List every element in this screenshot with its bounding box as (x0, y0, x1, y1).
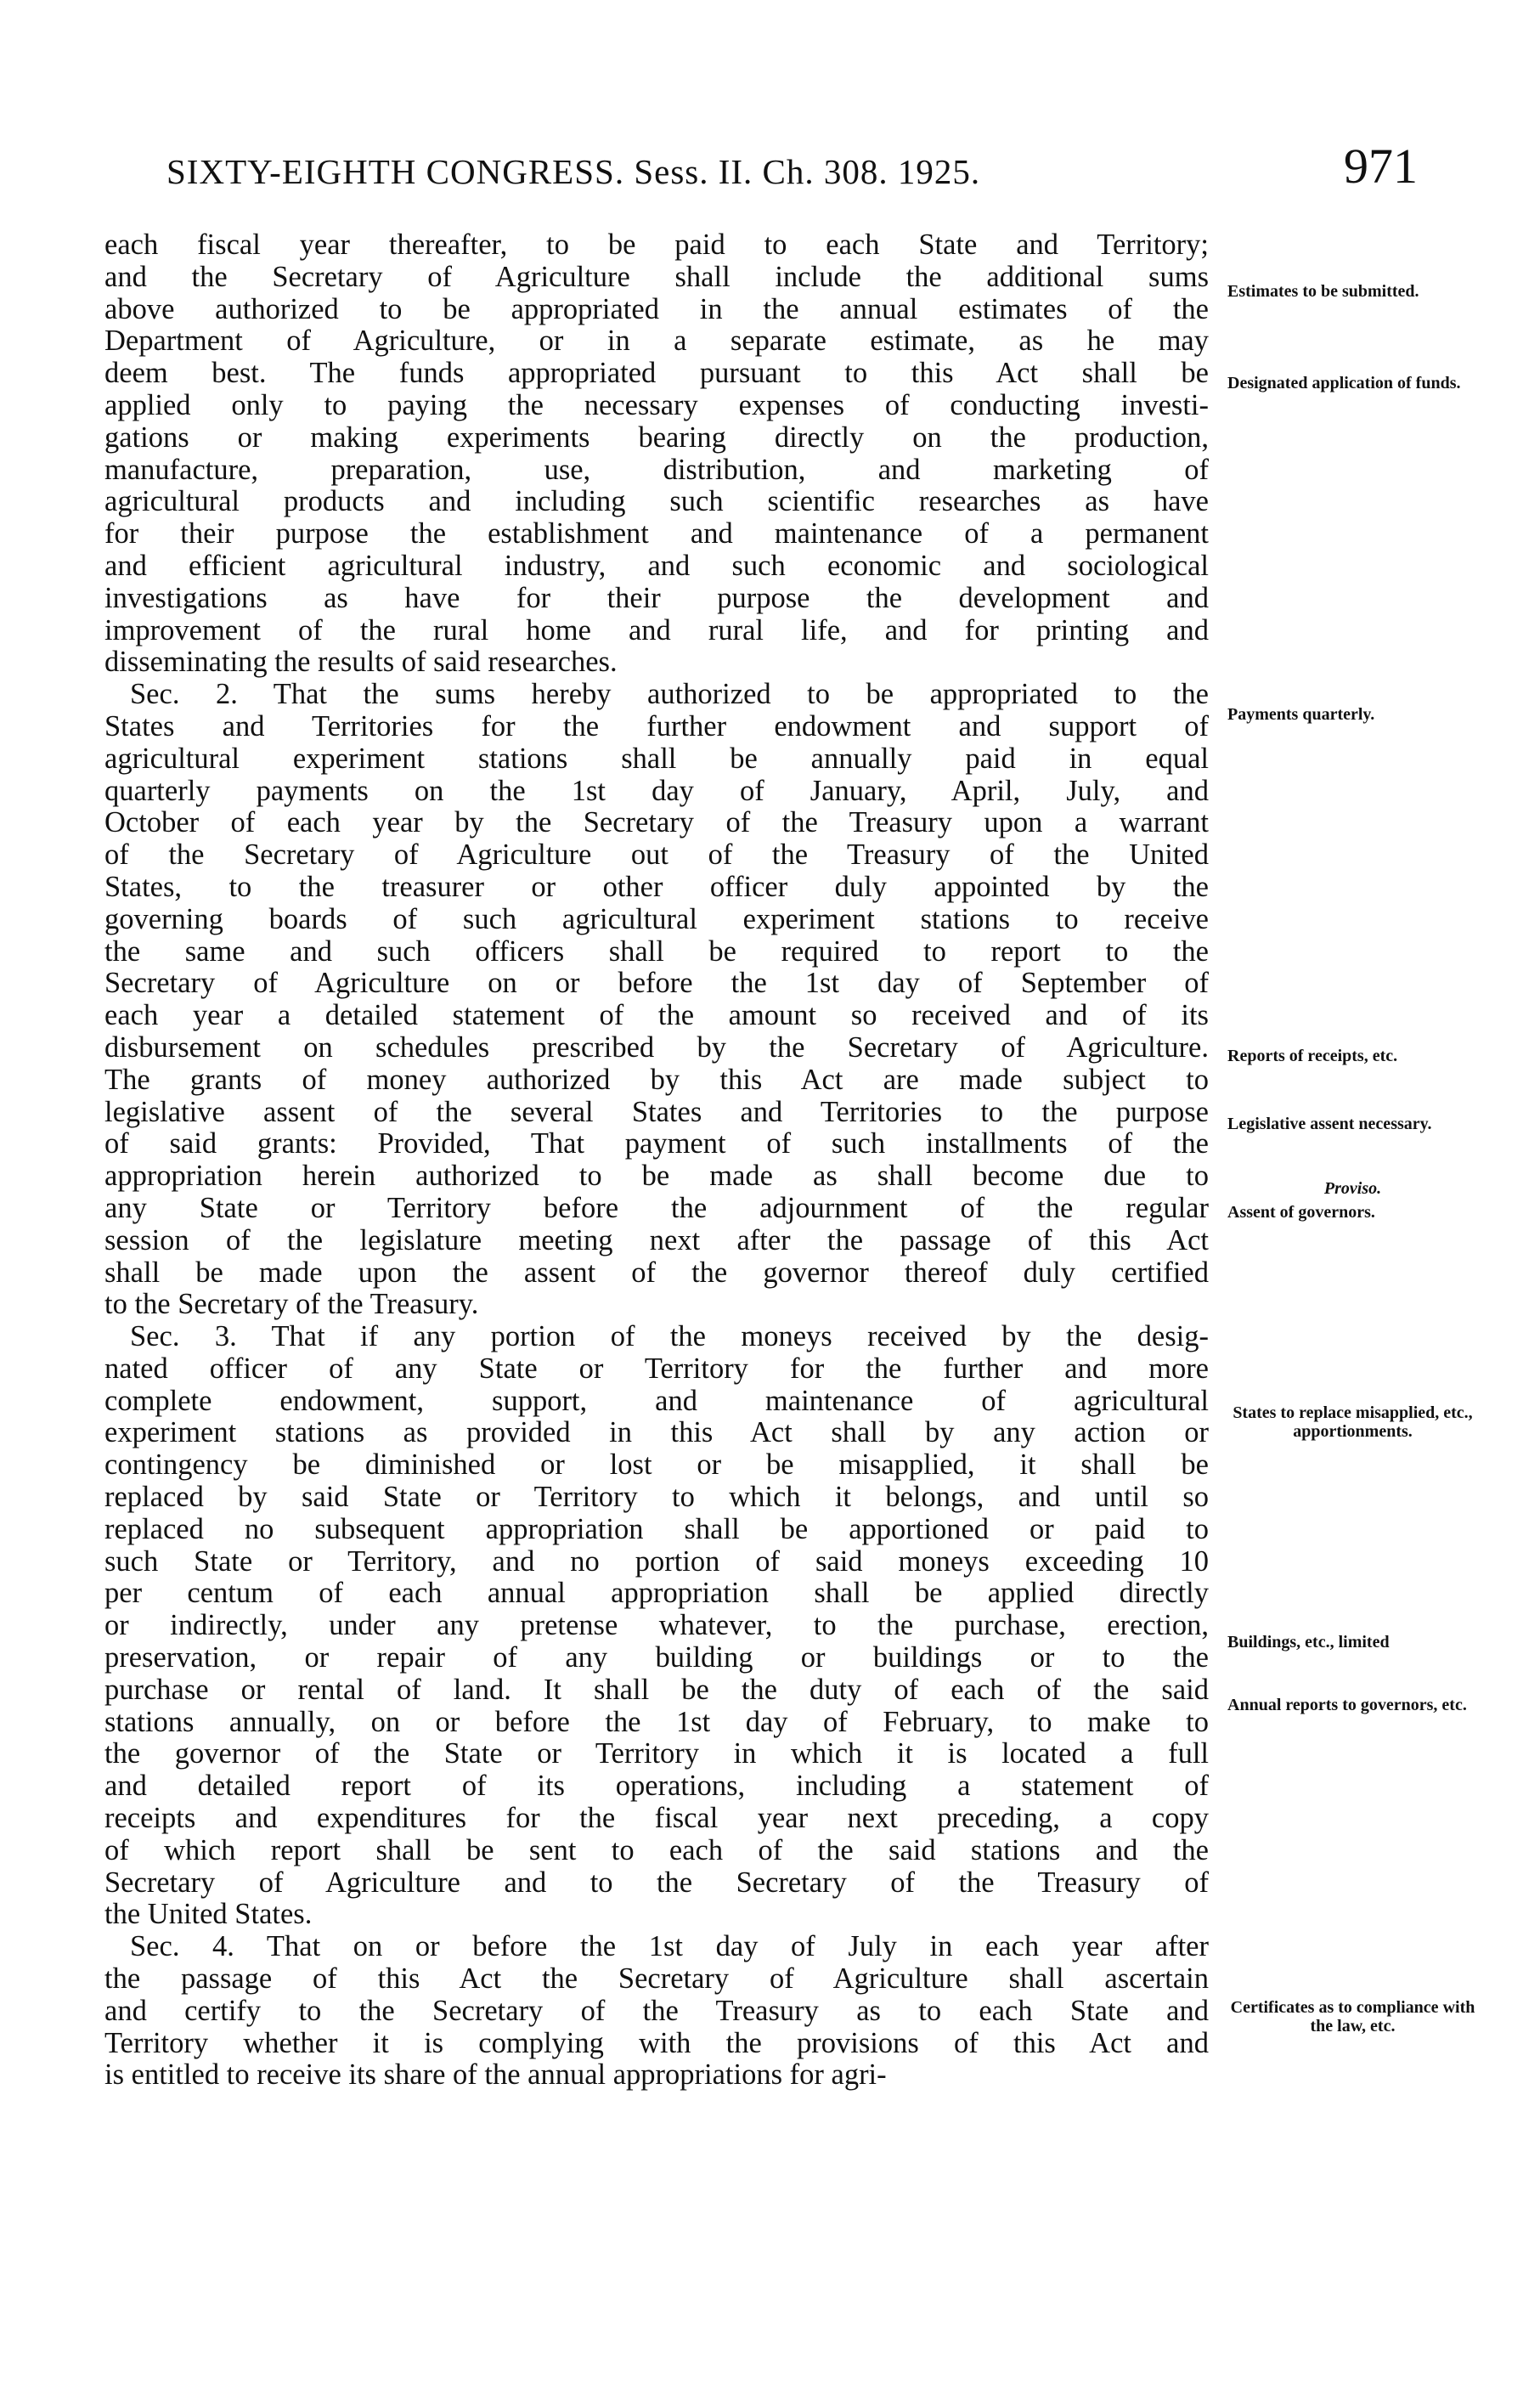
text-line: the governor of the State or Territory in which it is located a full (104, 1737, 1209, 1770)
text-line: each fiscal year thereafter, to be paid to each State and Territory; (104, 229, 1209, 261)
margin-note: Estimates to be submitted. (1227, 282, 1419, 301)
text-line: Territory whether it is complying with the provisions of this Act and (104, 2026, 1209, 2059)
text-line: is entitled to receive its share of the annual appropriations for agri- (104, 2058, 887, 2092)
margin-note: Payments quarterly. (1227, 705, 1375, 724)
text-line: the same and such officers shall be required to report to the (104, 934, 1209, 968)
text-line: Secretary of Agriculture and to the Secretary of the Treasury of (104, 1866, 1209, 1899)
text-line: applied only to paying the necessary expenses of conducting investi- (104, 388, 1209, 421)
margin-note: Proviso. (1323, 1179, 1382, 1198)
text-line: and efficient agricultural industry, and such economic and sociological (104, 549, 1209, 582)
margin-note: Assent of governors. (1227, 1203, 1375, 1222)
text-line: disbursement on schedules prescribed by the Secretary of Agriculture. (104, 1030, 1209, 1064)
text-line: The grants of money authorized by this Act are made subject to (104, 1063, 1209, 1096)
text-line: per centum of each annual appropriation shall be applied directly (104, 1577, 1209, 1610)
margin-note: Legislative assent necessary. (1227, 1115, 1432, 1133)
text-line: agricultural products and including such scientific researches as have (104, 485, 1209, 518)
text-line: of the Secretary of Agriculture out of the Treasury of the United (104, 838, 1209, 872)
text-line: Sec. 2. That the sums hereby authorized to be appropriated to the (130, 678, 1209, 711)
text-line: Sec. 3. That if any portion of the moneys received by the desig- (130, 1320, 1209, 1353)
text-line: or indirectly, under any pretense whatever, to the purchase, erection, (104, 1609, 1209, 1642)
text-line: agricultural experiment stations shall be annually paid in equal (104, 742, 1209, 775)
text-line: and detailed report of its operations, including a statement of (104, 1770, 1209, 1803)
running-head: SIXTY-EIGHTH CONGRESS. Sess. II. Ch. 308. 1925. (166, 152, 981, 191)
text-line: the United States. (104, 1898, 313, 1931)
text-line: replaced by said State or Territory to which it belongs, and until so (104, 1481, 1209, 1514)
margin-note: Certificates as to compliance with the law, etc. (1230, 1998, 1475, 2035)
text-line: October of each year by the Secretary of the Treasury upon a warrant (104, 806, 1209, 839)
text-line: investigations as have for their purpose the development and (104, 581, 1209, 614)
text-line: Sec. 4. That on or before the 1st day of July in each year after (130, 1930, 1209, 1963)
text-line: session of the legislature meeting next after the passage of this Act (104, 1223, 1209, 1256)
text-line: shall be made upon the assent of the governor thereof duly certified (104, 1256, 1209, 1289)
margin-note: Buildings, etc., limited (1227, 1633, 1390, 1652)
text-line: the passage of this Act the Secretary of Agriculture shall ascertain (104, 1962, 1209, 1996)
text-line: nated officer of any State or Territory for the further and more (104, 1352, 1209, 1385)
text-line: any State or Territory before the adjournment of the regular (104, 1191, 1209, 1224)
text-line: such State or Territory, and no portion of said moneys exceeding 10 (104, 1544, 1209, 1578)
text-line: for their purpose the establishment and maintenance of a permanent (104, 517, 1209, 551)
text-line: above authorized to be appropriated in the annual estimates of the (104, 292, 1209, 325)
statute-body-text (104, 229, 1209, 2092)
text-line: manufacture, preparation, use, distribution, and marketing of (104, 453, 1209, 486)
margin-note: States to replace misapplied, etc., apportionments. (1233, 1403, 1473, 1441)
text-line: replaced no subsequent appropriation shall be apportioned or paid to (104, 1512, 1209, 1545)
text-line: appropriation herein authorized to be made as shall become due to (104, 1160, 1209, 1193)
text-line: purchase or rental of land. It shall be the duty of each of the said (104, 1673, 1209, 1706)
text-line: of which report shall be sent to each of the said stations and the (104, 1833, 1209, 1866)
text-line: complete endowment, support, and maintenance of agricultural (104, 1384, 1209, 1417)
text-line: of said grants: Provided, That payment of such installments of the (104, 1127, 1209, 1160)
text-line: receipts and expenditures for the fiscal year next preceding, a copy (104, 1802, 1209, 1835)
text-line: each year a detailed statement of the amount so received and of its (104, 999, 1209, 1032)
text-line: experiment stations as provided in this Act shall by any action or (104, 1416, 1209, 1449)
margin-note: Reports of receipts, etc. (1227, 1047, 1398, 1065)
text-line: improvement of the rural home and rural life, and for printing and (104, 613, 1209, 646)
text-line: States, to the treasurer or other officer duly appointed by the (104, 870, 1209, 903)
text-line: to the Secretary of the Treasury. (104, 1288, 479, 1321)
text-line: preservation, or repair of any building or buildings or to the (104, 1641, 1209, 1674)
text-line: States and Territories for the further endowment and support of (104, 709, 1209, 742)
text-line: deem best. The funds appropriated pursuant to this Act shall be (104, 357, 1209, 390)
text-line: contingency be diminished or lost or be misapplied, it shall be (104, 1448, 1209, 1482)
text-line: Department of Agriculture, or in a separate estimate, as he may (104, 325, 1209, 358)
page-number: 971 (1344, 138, 1418, 194)
margin-note: Annual reports to governors, etc. (1227, 1696, 1467, 1714)
page-header (0, 138, 1540, 202)
text-line: and the Secretary of Agriculture shall include the additional sums (104, 260, 1209, 293)
text-line: governing boards of such agricultural experiment stations to receive (104, 902, 1209, 935)
text-line: legislative assent of the several States and Territories to the purpose (104, 1095, 1209, 1128)
text-line: Secretary of Agriculture on or before the 1st day of September of (104, 967, 1209, 1000)
text-line: stations annually, on or before the 1st day of February, to make to (104, 1705, 1209, 1738)
margin-note: Designated application of funds. (1227, 374, 1461, 392)
text-line: and certify to the Secretary of the Treasury as to each State and (104, 1994, 1209, 2027)
text-line: quarterly payments on the 1st day of January, April, July, and (104, 774, 1209, 807)
text-line: gations or making experiments bearing directly on the production, (104, 421, 1209, 454)
text-line: disseminating the results of said researches. (104, 646, 618, 679)
